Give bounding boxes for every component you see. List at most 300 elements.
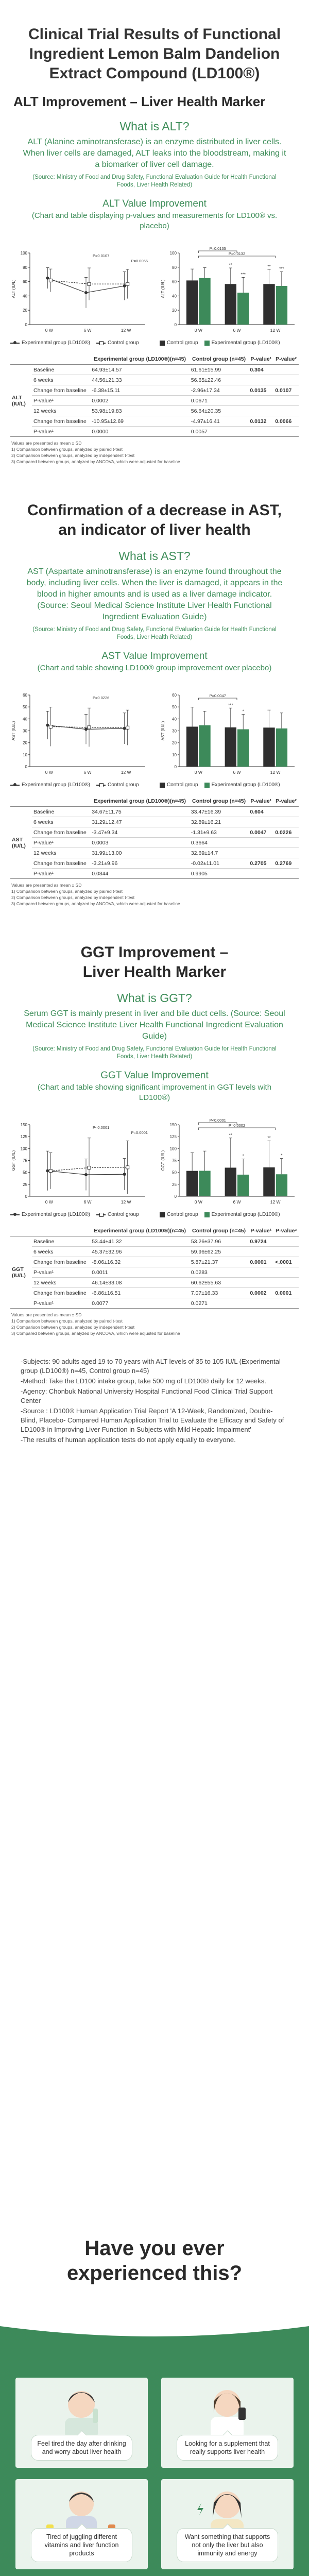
table-cell: 0.0132 bbox=[248, 416, 273, 427]
data-point bbox=[84, 291, 88, 294]
y-tick-label: 30 bbox=[172, 728, 177, 734]
header bbox=[0, 0, 309, 93]
table-cell: 12 weeks bbox=[32, 1278, 90, 1288]
x-tick-label: 6 W bbox=[83, 328, 92, 333]
table-cell: -3.47±9.34 bbox=[90, 827, 190, 838]
y-tick-label: 60 bbox=[172, 693, 177, 698]
y-tick-label: 60 bbox=[23, 693, 27, 698]
x-tick-label: 6 W bbox=[233, 770, 241, 775]
table-note: 3) Compared between groups, analyzed by ANCOVA, which were adjusted for baseline bbox=[11, 459, 180, 464]
significance-mark: ** bbox=[267, 1136, 271, 1141]
ast-question: What is AST? bbox=[118, 549, 191, 563]
table-row bbox=[10, 427, 299, 437]
table-cell: Baseline bbox=[32, 365, 90, 375]
table-cell: 0.0002 bbox=[90, 396, 190, 406]
p-value-annotation: P<0.0001 bbox=[93, 1125, 110, 1130]
legend-item bbox=[204, 782, 280, 788]
ggt-source: (Source: Ministry of Food and Drug Safety, Functional Evaluation Guide for Health Functional Foods, Liver Health Related) bbox=[32, 1046, 277, 1060]
bar bbox=[276, 1174, 287, 1196]
table-cell: 5.87±21.37 bbox=[190, 1257, 249, 1267]
table-row bbox=[10, 807, 299, 817]
table-row bbox=[10, 1298, 299, 1309]
table-cell: -3.21±9.96 bbox=[90, 858, 190, 869]
y-tick-label: 60 bbox=[172, 279, 177, 284]
bar bbox=[263, 727, 274, 767]
table-cell: -0.02±11.01 bbox=[190, 858, 249, 869]
y-axis-label: AST (IU/L) bbox=[161, 721, 165, 741]
y-tick-label: 20 bbox=[172, 740, 177, 745]
y-tick-label: 20 bbox=[23, 740, 27, 745]
table-cell: 0.9905 bbox=[190, 869, 249, 879]
table-row bbox=[10, 817, 299, 827]
promo-card bbox=[161, 2479, 294, 2569]
significance-mark: ** bbox=[229, 263, 232, 268]
ast-legends bbox=[0, 780, 309, 789]
table-cell: Baseline bbox=[32, 1236, 90, 1247]
table-cell bbox=[273, 869, 299, 879]
x-tick-label: 0 W bbox=[194, 770, 202, 775]
alt-description: ALT (Alanine aminotransferase) is an enzyme distributed in liver cells. When liver cells are damaged, ALT leaks into the bloodstream, making it a biomarker of liver cell damage. bbox=[23, 138, 286, 169]
table-row bbox=[10, 838, 299, 848]
table-note: 3) Compared between groups, analyzed by ANCOVA, which were adjusted for baseline bbox=[11, 901, 180, 906]
table-cell: -6.38±15.11 bbox=[90, 385, 190, 396]
table-cell: 0.3664 bbox=[190, 838, 249, 848]
bar bbox=[276, 728, 287, 767]
table-cell: 0.0000 bbox=[90, 427, 190, 437]
significance-mark: ** bbox=[267, 264, 271, 269]
table-row bbox=[10, 1257, 299, 1267]
legend-item bbox=[204, 340, 280, 346]
legend-item bbox=[96, 340, 139, 346]
p-value-annotation: P=0.0047 bbox=[209, 693, 226, 698]
y-tick-label: 125 bbox=[20, 1134, 27, 1140]
bar bbox=[263, 284, 274, 325]
table-cell: 0.0271 bbox=[190, 1298, 249, 1309]
table-cell bbox=[248, 869, 273, 879]
table-cell: P-value¹ bbox=[32, 869, 90, 879]
table-cell: -4.97±16.41 bbox=[190, 416, 249, 427]
ggt-line-legend bbox=[10, 1212, 149, 1218]
table-cell bbox=[248, 427, 273, 437]
y-axis-label: ALT (IU/L) bbox=[161, 279, 165, 298]
y-tick-label: 150 bbox=[169, 1123, 177, 1127]
ggt-notes bbox=[0, 1309, 309, 1336]
card-text: Feel tired the day after drinking and worry about liver health bbox=[31, 2435, 132, 2461]
y-tick-label: 80 bbox=[172, 265, 177, 270]
data-point bbox=[123, 1173, 126, 1176]
group-label: ALT (IU/L) bbox=[10, 365, 32, 437]
table-cell: 53.26±37.96 bbox=[190, 1236, 249, 1247]
table-cell: P-value¹ bbox=[32, 1298, 90, 1309]
data-point bbox=[84, 728, 88, 731]
table-cell: 6 weeks bbox=[32, 1247, 90, 1257]
alt-chart-description: (Chart and table displaying p-values and measurements for LD100® vs. placebo) bbox=[31, 211, 278, 230]
table-cell: 32.69±14.7 bbox=[190, 848, 249, 858]
table-cell: 0.0001 bbox=[248, 1257, 273, 1267]
table-cell bbox=[273, 396, 299, 406]
table-cell: Change from baseline bbox=[32, 858, 90, 869]
ast-description: AST (Aspartate aminotransferase) is an enzyme found throughout the body, including liver cells. When the liver is damaged, it appears in the blood in higher amounts and is used as a liver damage indicator. (Source: Seoul Medical Science Institute Liver Health Functional Ingredient Evaluation Guide) bbox=[26, 567, 283, 621]
y-tick-label: 0 bbox=[174, 1194, 177, 1199]
bar bbox=[186, 1171, 198, 1196]
legend-label: Control group bbox=[108, 782, 139, 788]
ast-results-table bbox=[10, 796, 299, 879]
y-axis-label: GGT (IU/L) bbox=[161, 1150, 165, 1171]
table-row bbox=[10, 1267, 299, 1278]
bar bbox=[199, 725, 210, 767]
table-note: 1) Comparison between groups, analyzed by paired t-test bbox=[11, 889, 123, 894]
group-label: GGT (IU/L) bbox=[10, 1236, 32, 1309]
y-tick-label: 40 bbox=[172, 717, 177, 722]
y-tick-label: 75 bbox=[23, 1158, 27, 1163]
table-cell bbox=[248, 1267, 273, 1278]
legend-label: Experimental group (LD100®) bbox=[211, 1212, 280, 1217]
table-cell: 0.9724 bbox=[248, 1236, 273, 1247]
legend-label: Experimental group (LD100®) bbox=[22, 1212, 90, 1217]
table-cell bbox=[273, 1278, 299, 1288]
legend-item bbox=[96, 782, 139, 788]
legend-item bbox=[204, 1212, 280, 1217]
y-axis-label: GGT (IU/L) bbox=[11, 1150, 16, 1171]
table-cell: 0.304 bbox=[248, 365, 273, 375]
table-cell: 0.0671 bbox=[190, 396, 249, 406]
bar bbox=[199, 1171, 210, 1196]
alt-chart-title: ALT Value Improvement bbox=[102, 198, 207, 209]
significance-mark: *** bbox=[228, 703, 233, 708]
x-tick-label: 0 W bbox=[45, 1199, 53, 1205]
data-point bbox=[46, 1169, 49, 1172]
ast-source: (Source: Ministry of Food and Drug Safety, Functional Evaluation Guide for Health Functional Foods, Liver Health Related) bbox=[32, 626, 277, 640]
ast-notes bbox=[0, 879, 309, 907]
alt-line-legend bbox=[10, 340, 149, 347]
table-cell: -6.86±16.51 bbox=[90, 1288, 190, 1298]
significance-mark: *** bbox=[279, 266, 284, 272]
table-cell: 7.07±16.33 bbox=[190, 1288, 249, 1298]
alt-line-chart bbox=[10, 238, 149, 338]
y-tick-label: 75 bbox=[172, 1158, 177, 1163]
ast-chart-description: (Chart and table showing LD100® group improvement over placebo) bbox=[37, 664, 272, 672]
x-tick-label: 6 W bbox=[83, 770, 92, 775]
data-point bbox=[49, 725, 52, 728]
y-tick-label: 60 bbox=[23, 279, 27, 284]
ggt-chart-title: GGT Value Improvement bbox=[100, 1070, 209, 1081]
table-row bbox=[10, 406, 299, 416]
table-cell: 31.99±13.00 bbox=[90, 848, 190, 858]
table-cell bbox=[273, 807, 299, 817]
table-cell: 0.2769 bbox=[273, 858, 299, 869]
col-header-p2: P-value² bbox=[273, 354, 299, 365]
significance-mark: * bbox=[242, 1154, 244, 1159]
y-tick-label: 40 bbox=[23, 294, 27, 299]
data-point bbox=[126, 726, 129, 729]
bar bbox=[276, 286, 287, 325]
ggt-line-chart bbox=[10, 1109, 149, 1210]
y-tick-label: 20 bbox=[23, 308, 27, 313]
table-cell: Change from baseline bbox=[32, 1257, 90, 1267]
bar bbox=[237, 730, 249, 767]
ast-line-chart-svg bbox=[10, 680, 149, 780]
table-cell: 0.0283 bbox=[190, 1267, 249, 1278]
y-axis-label: AST (IU/L) bbox=[11, 721, 16, 741]
p-value-annotation: P=0.0066 bbox=[131, 259, 148, 263]
y-tick-label: 50 bbox=[23, 1170, 27, 1175]
table-cell: 0.2705 bbox=[248, 858, 273, 869]
y-tick-label: 50 bbox=[172, 1170, 177, 1175]
table-cell: 6 weeks bbox=[32, 817, 90, 827]
alt-bar-legend bbox=[160, 340, 299, 347]
data-point bbox=[126, 1166, 129, 1169]
col-header-ctl: Control group (n=45) bbox=[190, 354, 249, 365]
table-cell bbox=[273, 817, 299, 827]
study-footnotes bbox=[0, 1336, 309, 1445]
ggt-bar-chart-svg bbox=[160, 1109, 299, 1210]
table-cell: 12 weeks bbox=[32, 406, 90, 416]
table-note: Values are presented as mean ± SD bbox=[11, 1312, 82, 1317]
alt-bar-chart bbox=[160, 238, 299, 338]
alt-source: (Source: Ministry of Food and Drug Safety, Functional Evaluation Guide for Health Functional Foods, Liver Health Related) bbox=[32, 174, 277, 188]
significance-bracket bbox=[198, 256, 275, 258]
y-tick-label: 80 bbox=[23, 265, 27, 270]
table-cell: 53.44±41.32 bbox=[90, 1236, 190, 1247]
table-cell bbox=[273, 838, 299, 848]
table-cell: 53.98±19.83 bbox=[90, 406, 190, 416]
table-cell: -8.06±16.32 bbox=[90, 1257, 190, 1267]
legend-label: Control group bbox=[167, 340, 198, 346]
y-tick-label: 125 bbox=[169, 1134, 177, 1140]
table-cell: 34.67±11.75 bbox=[90, 807, 190, 817]
legend-item bbox=[160, 340, 198, 346]
significance-mark: * bbox=[281, 1153, 283, 1158]
y-tick-label: 20 bbox=[172, 308, 177, 313]
table-cell: Baseline bbox=[32, 807, 90, 817]
table-row bbox=[10, 375, 299, 385]
table-cell: -1.31±9.63 bbox=[190, 827, 249, 838]
footnote: -Source : LD100® Human Application Trial Report 'A 12-Week, Randomized, Double-Blind, Placebo- Compared Human Application Trial to Evaluate the Efficacy and Safety of LD100® in Improving Liver Function in Subjects with Mild Hepatic Impairment' bbox=[21, 1407, 284, 1433]
alt-section-title: ALT Improvement – Liver Health Marker bbox=[13, 94, 266, 109]
table-cell: 60.62±55.63 bbox=[190, 1278, 249, 1288]
x-tick-label: 6 W bbox=[233, 328, 241, 333]
footnote: -The results of human application tests do not apply equally to everyone. bbox=[21, 1436, 236, 1444]
x-tick-label: 0 W bbox=[45, 770, 53, 775]
table-cell: 33.47±16.39 bbox=[190, 807, 249, 817]
table-cell: 0.0011 bbox=[90, 1267, 190, 1278]
alt-charts bbox=[0, 231, 309, 338]
table-cell bbox=[248, 1247, 273, 1257]
p-value-annotation: P=0.0001 bbox=[131, 1130, 148, 1135]
y-tick-label: 100 bbox=[20, 1146, 27, 1151]
significance-mark: ** bbox=[229, 1132, 232, 1138]
table-cell bbox=[273, 1267, 299, 1278]
alt-legends bbox=[0, 338, 309, 347]
ggt-charts bbox=[0, 1103, 309, 1210]
table-row bbox=[10, 1236, 299, 1247]
table-row bbox=[10, 365, 299, 375]
y-tick-label: 0 bbox=[174, 323, 177, 327]
ggt-results-table bbox=[10, 1226, 299, 1309]
ast-section-title: Confirmation of a decrease in AST, an indicator of liver health bbox=[27, 502, 282, 538]
table-cell: 56.65±22.46 bbox=[190, 375, 249, 385]
y-tick-label: 25 bbox=[23, 1182, 27, 1187]
table-cell: 64.93±14.57 bbox=[90, 365, 190, 375]
table-row bbox=[10, 416, 299, 427]
y-tick-label: 50 bbox=[23, 705, 27, 710]
y-tick-label: 0 bbox=[25, 765, 27, 769]
table-cell: 0.604 bbox=[248, 807, 273, 817]
table-cell: 0.0002 bbox=[248, 1288, 273, 1298]
table-note: 1) Comparison between groups, analyzed by paired t-test bbox=[11, 1318, 123, 1324]
group-label: AST (IU/L) bbox=[10, 807, 32, 879]
table-cell: 45.37±32.96 bbox=[90, 1247, 190, 1257]
table-note: 3) Compared between groups, analyzed by ANCOVA, which were adjusted for baseline bbox=[11, 1331, 180, 1336]
table-cell: 31.29±12.47 bbox=[90, 817, 190, 827]
col-header-p2: P-value² bbox=[273, 1226, 299, 1236]
col-header-exp: Experimental group (LD100®)(n=45) bbox=[90, 796, 190, 807]
table-cell: 0.0107 bbox=[273, 385, 299, 396]
data-point bbox=[49, 279, 52, 282]
ggt-legends bbox=[0, 1210, 309, 1218]
table-cell bbox=[248, 817, 273, 827]
alt-question: What is ALT? bbox=[119, 120, 190, 133]
alt-notes bbox=[0, 437, 309, 465]
legend-item bbox=[160, 1212, 198, 1217]
x-tick-label: 0 W bbox=[45, 328, 53, 333]
table-row bbox=[10, 1247, 299, 1257]
card-text: Want something that supports not only the liver but also immunity and energy bbox=[177, 2528, 278, 2562]
table-row bbox=[10, 396, 299, 406]
table-row bbox=[10, 827, 299, 838]
data-point bbox=[123, 284, 126, 287]
x-tick-label: 12 W bbox=[270, 328, 281, 333]
ggt-section bbox=[0, 943, 309, 1336]
p-value-annotation: P=0.0002 bbox=[228, 1123, 246, 1128]
table-cell bbox=[248, 1298, 273, 1309]
table-cell: P-value¹ bbox=[32, 838, 90, 848]
ast-bar-chart-svg bbox=[160, 680, 299, 780]
ast-section bbox=[0, 501, 309, 907]
x-tick-label: 12 W bbox=[121, 328, 131, 333]
table-row bbox=[10, 385, 299, 396]
promo-card bbox=[15, 2378, 148, 2468]
table-note: 2) Comparison between groups, analyzed by independent t-test bbox=[11, 453, 135, 458]
legend-label: Control group bbox=[167, 782, 198, 788]
bar bbox=[237, 1175, 249, 1196]
ggt-bar-chart bbox=[160, 1109, 299, 1210]
p-value-annotation: P=0.0132 bbox=[228, 251, 246, 256]
bar bbox=[225, 727, 236, 767]
table-row bbox=[10, 848, 299, 858]
alt-line-chart-svg bbox=[10, 238, 149, 338]
bar bbox=[199, 278, 210, 325]
alt-section bbox=[0, 93, 309, 465]
table-cell: Change from baseline bbox=[32, 385, 90, 396]
legend-label: Experimental group (LD100®) bbox=[211, 340, 280, 346]
table-cell bbox=[273, 1247, 299, 1257]
legend-item bbox=[160, 782, 198, 788]
y-tick-label: 150 bbox=[20, 1123, 27, 1127]
x-tick-label: 12 W bbox=[270, 1199, 281, 1205]
table-cell bbox=[273, 848, 299, 858]
table-cell: 44.56±21.33 bbox=[90, 375, 190, 385]
table-cell: 32.89±16.21 bbox=[190, 817, 249, 827]
legend-item bbox=[10, 340, 90, 346]
table-cell bbox=[273, 406, 299, 416]
data-point bbox=[126, 282, 129, 285]
y-tick-label: 25 bbox=[172, 1182, 177, 1187]
ggt-chart-description: (Chart and table showing significant improvement in GGT levels with LD100®) bbox=[37, 1083, 272, 1102]
data-point bbox=[88, 1166, 91, 1169]
ast-bar-legend bbox=[160, 782, 299, 789]
table-row bbox=[10, 1288, 299, 1298]
significance-mark: *** bbox=[241, 272, 246, 277]
x-tick-label: 12 W bbox=[121, 1199, 131, 1205]
col-header-p1: P-value¹ bbox=[248, 354, 273, 365]
legend-item bbox=[96, 1212, 139, 1217]
x-tick-label: 6 W bbox=[233, 1199, 241, 1205]
table-cell: <.0001 bbox=[273, 1257, 299, 1267]
table-cell: Change from baseline bbox=[32, 416, 90, 427]
bar bbox=[186, 726, 198, 767]
x-tick-label: 0 W bbox=[194, 1199, 202, 1205]
table-row bbox=[10, 869, 299, 879]
data-point bbox=[84, 1173, 88, 1176]
ggt-line-chart-svg bbox=[10, 1109, 149, 1210]
promo-card bbox=[161, 2378, 294, 2468]
table-cell: P-value¹ bbox=[32, 1267, 90, 1278]
table-cell: Change from baseline bbox=[32, 1288, 90, 1298]
promo-headline: Have you ever experienced this? bbox=[66, 2237, 243, 2284]
x-tick-label: 12 W bbox=[121, 770, 131, 775]
ggt-bar-legend bbox=[160, 1212, 299, 1218]
col-header-p1: P-value¹ bbox=[248, 1226, 273, 1236]
legend-label: Experimental group (LD100®) bbox=[211, 782, 280, 788]
promo-cards bbox=[15, 2378, 294, 2576]
table-note: 2) Comparison between groups, analyzed by independent t-test bbox=[11, 1325, 135, 1330]
significance-mark: * bbox=[242, 709, 244, 714]
y-tick-label: 100 bbox=[169, 1146, 177, 1151]
p-value-annotation: P=0.0226 bbox=[93, 696, 110, 700]
table-cell: 0.0135 bbox=[248, 385, 273, 396]
promo-section bbox=[0, 2237, 309, 2576]
col-header-ctl: Control group (n=45) bbox=[190, 796, 249, 807]
y-axis-label: ALT (IU/L) bbox=[11, 279, 16, 298]
table-cell: -2.96±17.34 bbox=[190, 385, 249, 396]
legend-label: Experimental group (LD100®) bbox=[22, 340, 90, 346]
p-value-annotation: P<0.0001 bbox=[209, 1118, 226, 1123]
x-tick-label: 6 W bbox=[83, 1199, 92, 1205]
table-cell bbox=[248, 406, 273, 416]
page-title: Clinical Trial Results of Functional Ingredient Lemon Balm Dandelion Extract Compound (LD100®) bbox=[28, 26, 281, 82]
y-tick-label: 0 bbox=[174, 765, 177, 769]
x-tick-label: 12 W bbox=[270, 770, 281, 775]
data-point bbox=[88, 726, 91, 729]
col-header-ctl: Control group (n=45) bbox=[190, 1226, 249, 1236]
table-cell bbox=[248, 838, 273, 848]
card-text: Tired of juggling different vitamins and liver function products bbox=[31, 2528, 132, 2562]
table-row bbox=[10, 858, 299, 869]
legend-item bbox=[10, 1212, 90, 1217]
y-tick-label: 0 bbox=[25, 323, 27, 327]
y-tick-label: 10 bbox=[23, 752, 27, 757]
table-cell bbox=[248, 375, 273, 385]
p-value-annotation: P=0.0107 bbox=[93, 253, 110, 258]
table-cell: Change from baseline bbox=[32, 827, 90, 838]
bar bbox=[237, 293, 249, 325]
alt-results-table bbox=[10, 354, 299, 437]
ggt-section-title: GGT Improvement – Liver Health Marker bbox=[80, 944, 229, 980]
ast-bar-chart bbox=[160, 680, 299, 780]
table-cell bbox=[248, 396, 273, 406]
table-cell: 0.0066 bbox=[273, 416, 299, 427]
